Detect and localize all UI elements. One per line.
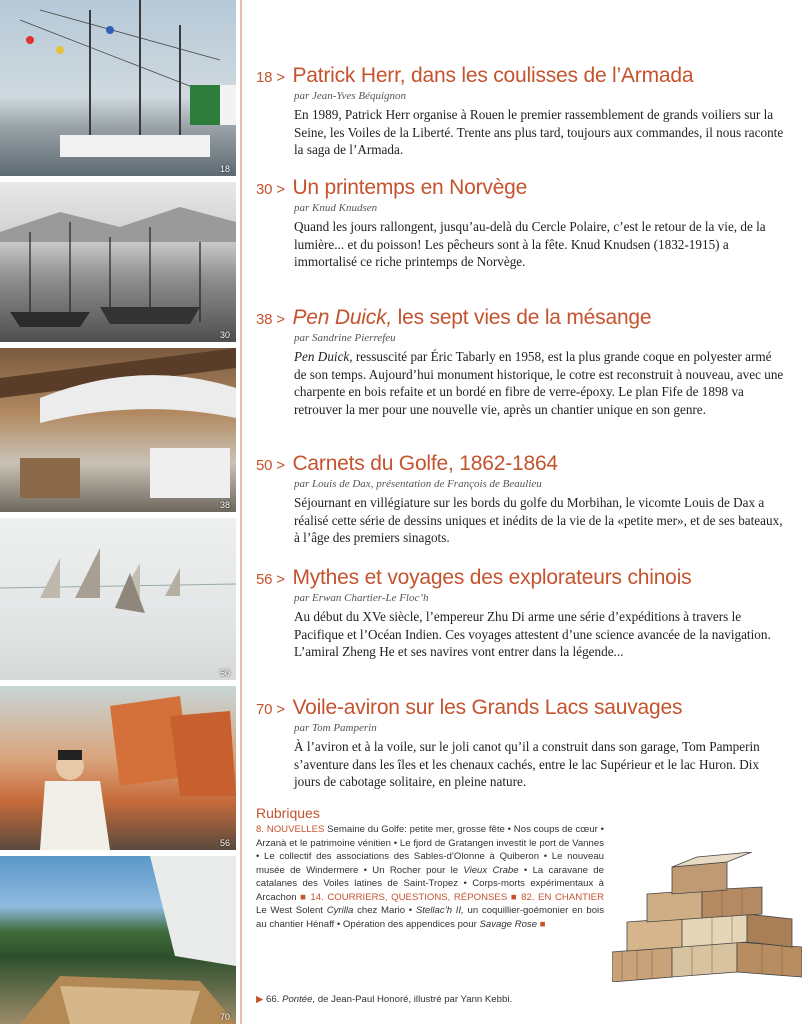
rubriques-text [256, 823, 604, 931]
article-title-text: Voile-aviron sur les Grands Lacs sauvages [292, 696, 683, 719]
article-title-text: les sept vies de la mésange [392, 306, 652, 329]
photo-tall-ship [0, 0, 236, 176]
article-pen-duick [256, 306, 796, 418]
cover-credit [256, 994, 512, 1005]
article-grands-lacs [256, 696, 796, 791]
article-page-number: 70 > [256, 701, 285, 718]
article-author: par Knud Knudsen [294, 202, 378, 214]
photo-norway-harbour [0, 182, 236, 342]
photo-page-number: 38 [219, 500, 230, 510]
article-page-number: 38 > [256, 311, 285, 328]
article-summary: Séjournant en villégiature sur les bords du golfe du Morbihan, le vicomte Louis de Dax a réalisé cette série de dessins uniques et inédits de la vie de la «petite mer», et de ses bateaux, à l’âge des premiers sinagots. [294, 495, 783, 545]
square-bullet-icon: ■ [510, 891, 518, 903]
photo-great-lakes-canoe [0, 856, 236, 1024]
credit-text: de Jean-Paul Honoré, illustré par Yann Kebbi. [315, 994, 513, 1005]
article-title-text: Carnets du Golfe, 1862-1864 [292, 452, 558, 475]
article-title[interactable] [256, 64, 796, 88]
photo-chinese-explorers [0, 686, 236, 850]
article-author: par Louis de Dax, présentation de François de Beaulieu [294, 478, 542, 490]
canoe-illustration [0, 856, 236, 1024]
article-title[interactable] [256, 452, 796, 476]
rubrique-courriers[interactable]: 14. COURRIERS, QUESTIONS, RÉPONSES [306, 891, 511, 903]
photo-pen-duick-hangar [0, 348, 236, 512]
photo-page-number: 30 [219, 330, 230, 340]
article-title[interactable] [256, 306, 796, 330]
rubrique-text: Le West Solent [256, 905, 327, 916]
article-title[interactable] [256, 696, 796, 720]
column-divider [240, 0, 242, 1024]
article-summary: Au début du XVe siècle, l’empereur Zhu Di arme une série d’expéditions à travers le Pacifique et l’Océan Indien. Ces voyages attestent d’une science avancée de la navigation. L’amiral Zheng He et ses navires vont entrer dans la légende... [294, 609, 771, 659]
article-summary: En 1989, Patrick Herr organise à Rouen le premier rassemblement de grands voiliers sur la Seine, les Voiles de la Liberté. Trente ans plus tard, toujours aux commandes, il nous raconte la saga de l’Armada. [294, 107, 784, 157]
rubrique-text: chez Mario • [353, 905, 416, 916]
photo-page-number: 70 [219, 1012, 230, 1022]
article-summary: À l’aviron et à la voile, sur le joli canot qu’il a construit dans son garage, Tom Pamperin s’aventure dans les îles et les chenaux cachés, entre le lac Supérieur et le lac Huron. Dix jours de cabotage solitaire, en pleine nature. [294, 739, 760, 789]
rubrique-italic: Cyrilla [326, 905, 354, 916]
article-title-text: Mythes et voyages des explorateurs chinois [292, 566, 692, 589]
square-bullet-icon: ■ [300, 891, 307, 903]
harbour-boats-illustration [0, 182, 236, 342]
credit-italic: Pontée, [282, 994, 316, 1005]
tall-ship-illustration [0, 0, 236, 176]
rubrique-italic: Vieux Crabe [463, 864, 519, 876]
article-page-number: 56 > [256, 571, 285, 588]
junks-painting-illustration [0, 686, 236, 850]
article-page-number: 30 > [256, 181, 285, 198]
article-title-italic: Pen Duick, [292, 306, 392, 329]
article-title[interactable] [256, 176, 796, 200]
photo-golfe-drawing [0, 518, 236, 680]
rubrique-en-chantier[interactable]: 82. EN CHANTIER [517, 891, 605, 903]
article-page-number: 50 > [256, 457, 285, 474]
photo-page-number: 56 [219, 838, 230, 848]
article-carnets-golfe [256, 452, 796, 547]
article-title-text: Patrick Herr, dans les coulisses de l’Armada [292, 64, 694, 87]
article-page-number: 18 > [256, 69, 285, 86]
article-author: par Tom Pamperin [294, 722, 377, 734]
hangar-hull-illustration [0, 348, 236, 512]
photo-page-number: 18 [219, 164, 230, 174]
credit-text: 66. [263, 994, 283, 1005]
article-norvege [256, 176, 796, 271]
crates-illustration [612, 852, 802, 982]
article-summary: Quand les jours rallongent, jusqu’au-delà du Cercle Polaire, c’est le retour de la vie, de la lumière... et du poisson! Les pêcheurs sont à la fête. Knud Knudsen (1832-1915) a immortalisé ce riche printemps de Norvège. [294, 219, 766, 269]
rubrique-text: • La caravane de catalanes des Voiles latines de Saint-Tropez • Corps-morts expérimentaux à Arcachon [256, 864, 604, 903]
photo-page-number: 50 [219, 668, 230, 678]
article-title-text: Un printemps en Norvège [292, 176, 528, 199]
article-title[interactable] [256, 566, 796, 590]
rubrique-nouvelles[interactable]: 8. NOUVELLES [256, 824, 325, 835]
photo-strip [0, 0, 236, 1024]
article-summary-text: ressuscité par Éric Tabarly en 1958, est la plus grande coque en polyester armé de son temps. Aujourd’hui monument historique, le cotre est reconstruit à nouveau, avec une charpente en bois refaite et un bordé en fibre de verre-époxy. Le plan Fife de 1898 va retrouver la mer pour une nouvelle vie, après un chantier unique en son genre. [294, 349, 784, 417]
triangle-arrow-icon: ▶ [256, 994, 264, 1005]
rubrique-text: Semaine du Golfe: petite mer, grosse fête • Nos coups de cœur • Arzanà et le patrimoine vénitien • Le fjord de Gratangen investit le port de Vannes • Le collectif des associations des Sables-d’Olonne à Quiberon • Le nouveau musée de Windermere • Un Rocher pour le [256, 824, 604, 876]
article-author: par Jean-Yves Béquignon [294, 90, 407, 102]
article-armada [256, 64, 796, 159]
article-summary [294, 348, 784, 418]
article-author: par Sandrine Pierrefeu [294, 332, 396, 344]
square-bullet-icon: ■ [539, 918, 546, 930]
rubriques-heading: Rubriques [256, 805, 320, 821]
article-summary-italic: Pen Duick, [294, 349, 353, 364]
rubrique-italic: Savage Rose [479, 918, 538, 930]
article-author: par Erwan Chartier-Le Floc’h [294, 592, 429, 604]
sailboats-sketch-illustration [0, 518, 236, 680]
rubrique-text: un coquillier-goémonier en bois au chantier Hénaff • Opération des appendices pour [256, 905, 604, 930]
rubrique-italic: Stellac’h II, [415, 905, 464, 916]
article-explorateurs-chinois [256, 566, 796, 661]
